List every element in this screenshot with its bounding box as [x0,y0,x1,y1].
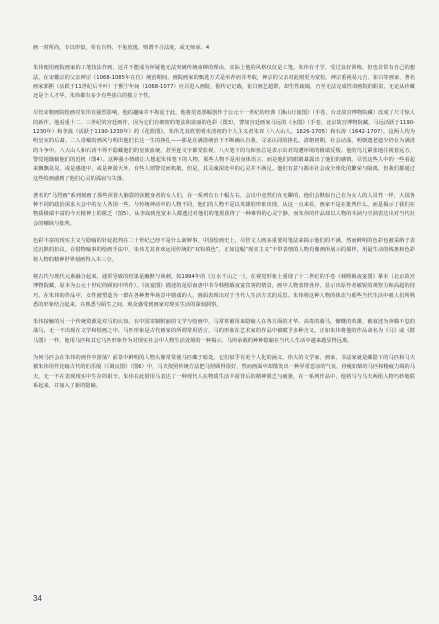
paragraph-4: 著名的“马烈画”系列刻画了那些顶着大脑袋的弦健身者的女人们，在一系列有五十幅左右，会议中竟然们在无聊的，他们会默似自己在为女人的人员性一样，大国各种不同的政治需求大会中的女人各国一些。与传统神话中的人物不同，他们的人物不是以英雄的形象出现，从这一点来看，画家不是在批判什么，而是揭示了我们在物质极端丰富的今天精神上的匮乏（图5）。从李嵩到范宽本人都透过对他们的笔墨获得了一种难得的心灵宁静，而朱伟的作品却以人物的木讷与空洞表达出对当代社会的嘲讽与批判。 [33,192,415,227]
paragraph-1: 画一时所尚，专以形似，苟有自得，不免放逸，则谓不合法度，或无师承。4 [33,45,210,51]
paragraph-3: 尽管宋朝画院绘画对朱伟有强烈影响，他的趣味并不拘泥于此。他将范宽那幅创作于公元十一世纪的经典《溪山行旅图》（手卷，台北故宫博物院藏）改成了尺寸惊人的新作。他看重十二、三世纪的宫廷画作，因为它们有细密的笔法和富丽的色彩（图3），譬如宫廷画家马远的《水图》（手卷，北京故宫博物院藏，马远活跃于1190-1230年）和李嵩（活跃于1190-1230年）的《花篮图》。朱伟尤其欣赏明末清初的个人主义者朱耷（八大山人，1626-1705）和石涛（1642-1707），这两人均为明皇室的后裔。二人奇崛的画风与明出他们长达一生的挣扎——那是在满清统治下不断确认自我、寻求认同的挣扎。清朝初期，社会动荡，明朝遗老遗少仍在为满清的斗争中。八大山人和石涛不得不隐藏他们的皇族血统，甚至连文字都受监视，八大笔下的乌和鱼总是表示出对周遭环境的极端反叛；他的鸟儿紧张地注视着远方，警觉地随截他们的近机（图4）。这种强小情绪让人想起朱伟笔下的人物，那些人物不是用身体语言，而是他们的眼睛暴露出了他们的感情。尽管这些人中的一些看起来飘飘晃晃，或是感迷中，或是神游天外，有些人则警觉而机敏，但是，其灵魂深处中的心灵并不满足。他们有意与都市社会或全球化的繁荣与隔离，但我们都通过这些绘画感到了他们心灵的孤寂与失落。 [33,110,415,182]
paragraph-2: 朱伟便用画院画家的工笔技法作画，这并不能成为怀疑他无法突破传统束缚的理由，实际上他的风格仅仅是工笔。朱伟有才学，受过良好训练，但也非常有自己的想法，在宋徽宗的父亲神宗（1068-1085年在位）统治期间，画院画家的甄选方式是举荐而非考取，神宗的父亲对此则更为宽松。神宗重视易元吉、崔白等画家，著名画家郭熙（活跃于11世纪后半叶）于熙宁年间（1068-1077）应召进入画院，据传记记载，崔白画艺超群，却生性疏阔，乃至无法完成性命画院的职责，无论从珍藏还是个人才华，朱伟都有多少有些崔白的独立个性。 [33,65,415,100]
paragraph-5: 色彩丰富的现实主义与隐喻的针砭批判在二十世纪已经不是什么新鲜事，中国绘画史上，尽管文人画多重要用笔法来揭示他们的不满，然而鲜明的色彩也被采纳于表达沉默的抗议。在借物喻事的绘画手法中，朱伟尤其喜欢运用传统的“双钩填色”，正如这幅“现实主义”不带表情的人物肖像画所展示的那样，用最生动的线条和色彩将人物的精神世界刻画得入木三分。 [33,238,415,263]
paragraph-8: 为何马匹会在朱伟的画作中游荡？前景中鲜明的人物头像常常使马匹藏于暗处。它们似乎有更个人化的涵义，伟大的文学家、画家，书法家就是藏隐下的马匹和马夫被朱伟用作比喻古代的伯乐般（《调良图》（图6）中，马夫按照传统方法把马照顾得很好，然而画面中却散发出一种异常悲凉的气氛，骨瘦如柴的马匹和精疲力竭的马夫，无一不在表现现实中生存的艰辛。朱伟在此借用马表达了一种现代人在物质生活丰盈背后的精神匮乏与疲惫，在一系列作品中，他将马与马夫两组人物巧妙地联系起来，并加入了新的隐喻。 [33,355,415,389]
paragraph-6: 将古代与现代元素融合起来，通常导致的结果是幽默与讽刺。如1994年的《万水千山之一》，在视觉形象上重现了十二世纪的手卷《韩熙载夜宴图》摹本（北京故宫博物院藏，原本为公元十世纪的顾闳中所作）。《夜宴图》描述的是原南唐中书令韩熙载夜宴宾客的情景，画中人物表情各异，显示出原作者敏锐的观察力和高超的技巧。在朱伟的作品中，女性被塑造为一群在各种奢华场景中嬉戏的人，画面表现出对于当代人生活方式的反思。朱伟将这种人物的体态与那些当代生活中被人们所熟悉的形象结合起来，在熟悉与陌生之间，观众感受到画家对现实生活的深刻洞察。 [33,273,415,308]
page-number: 34 [33,594,42,603]
paragraph-7: 朱伟接触的另一个传统资源是对马的认知。在中国寄制附丽的文学与绘画中，马常常被用来隐喻人在各方面的才华。高贵的骑马，慷慨的英雄，被叙述为奔腾不息的战马，无一不出现在文学和绘画之中。马匹形象是古代画家的所谓常用语言，马的形象在艺术家的作品中被赋予多种含义。正如朱伟将他的作品命名为《马》或《群马图》一样，他用马匹和其它马匹形象作为对现实社会中人物生活处境的一种揭示，马所承载的种种隐喻在当代人生活中越来越显得远离。 [33,319,415,344]
text-column [33,44,415,399]
